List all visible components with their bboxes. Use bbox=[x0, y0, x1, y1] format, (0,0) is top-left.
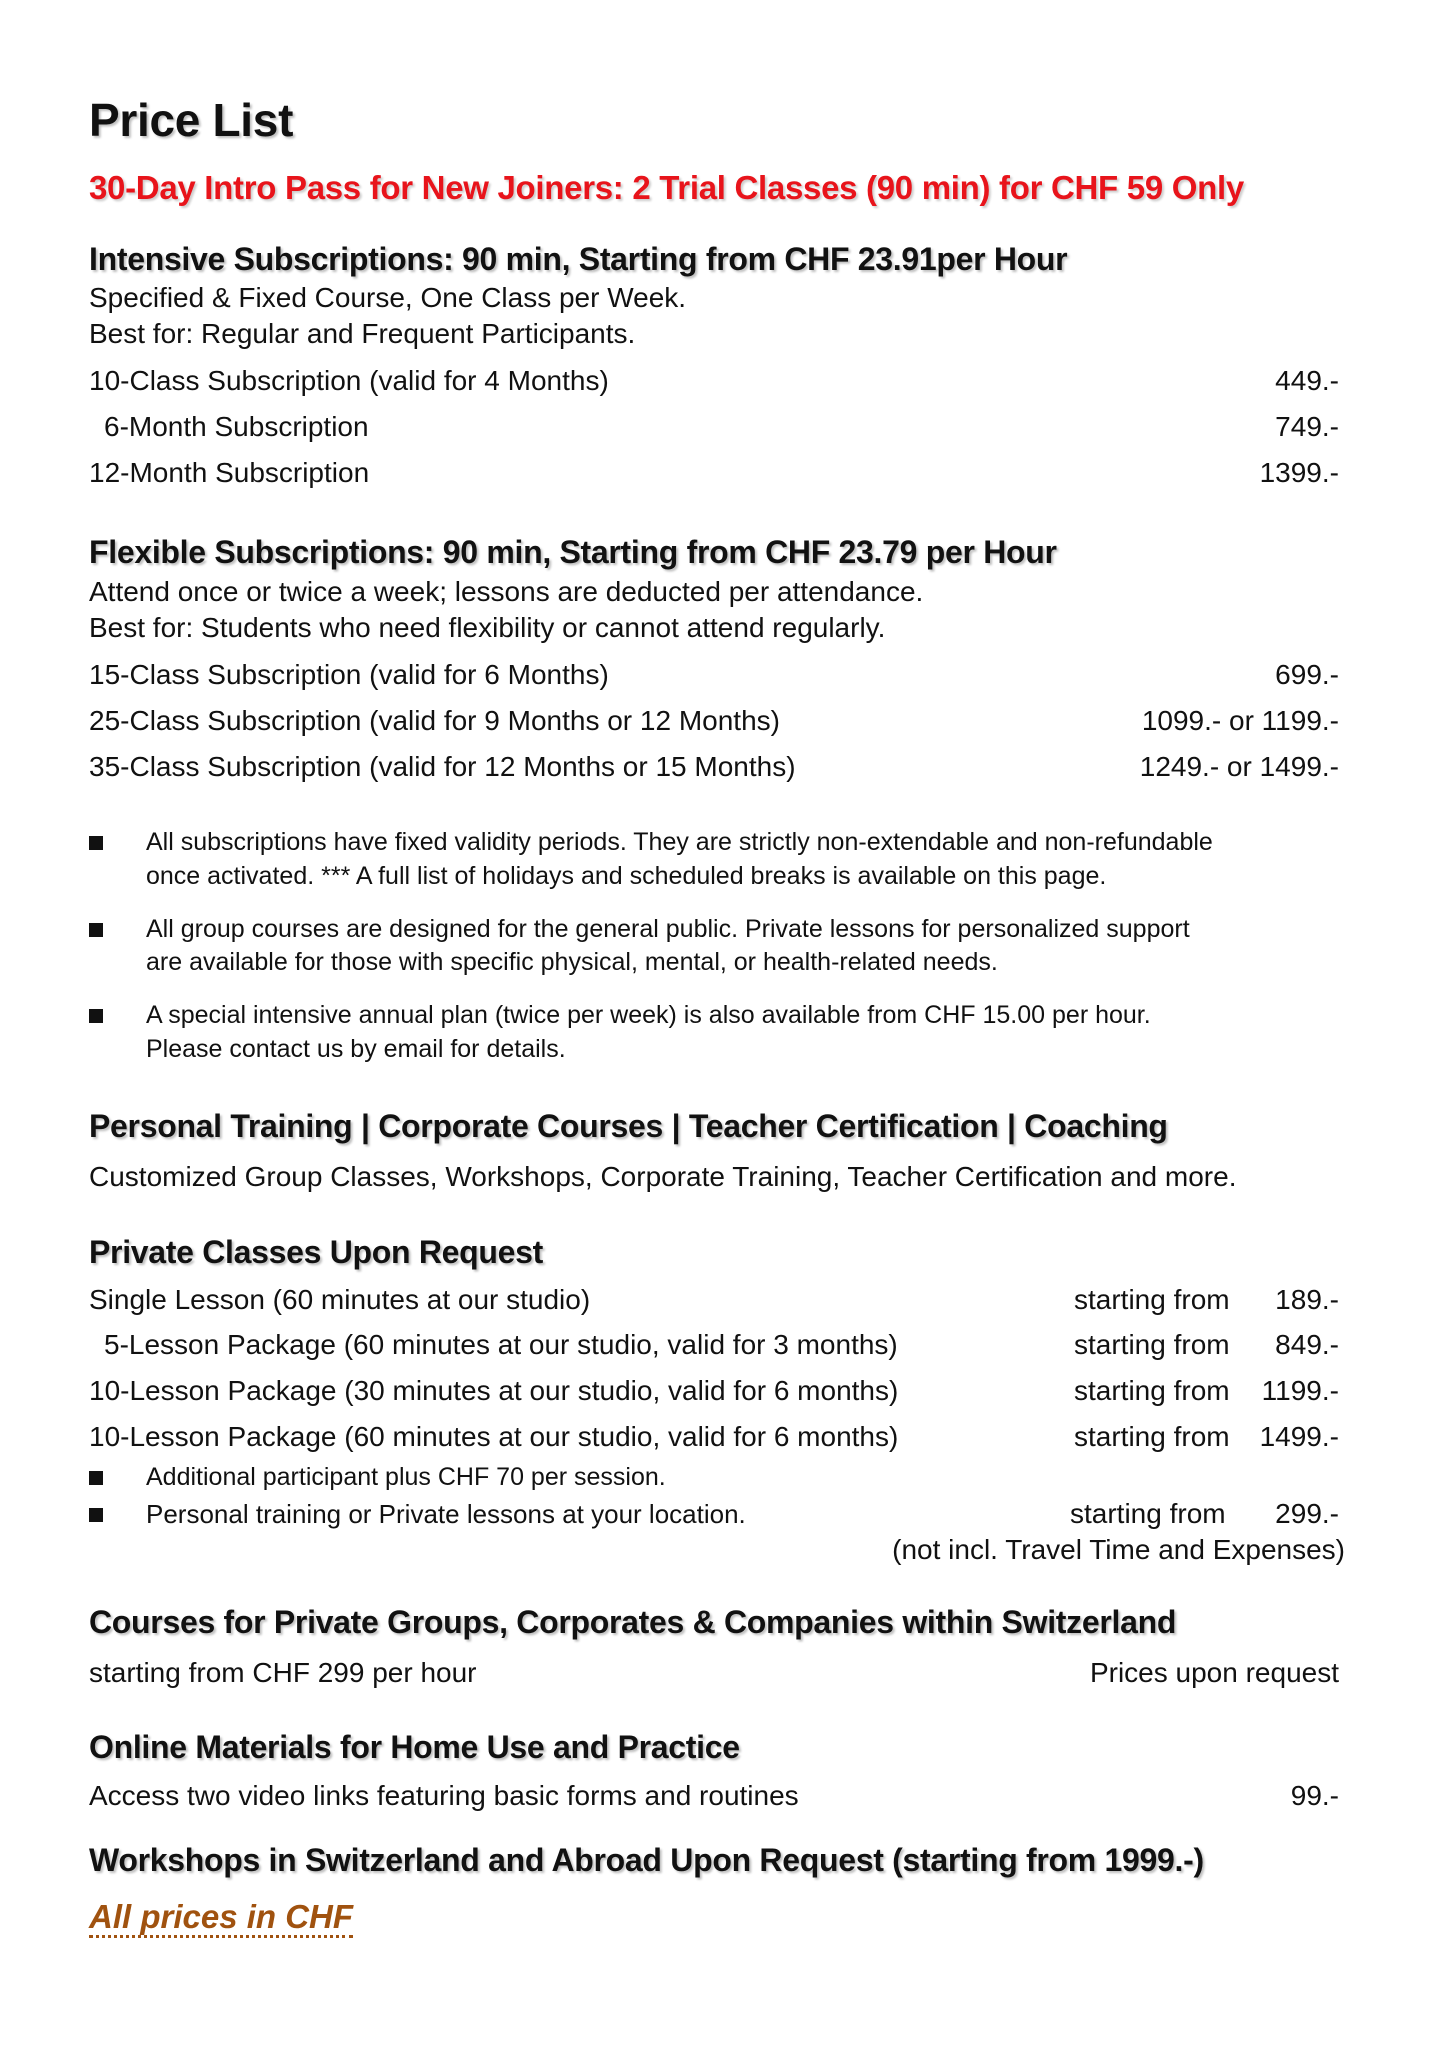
note-bullet: A special intensive annual plan (twice per week) is also available from CHF 15.00 per hour. bbox=[146, 995, 1339, 1035]
private-heading: Private Classes Upon Request bbox=[89, 1234, 543, 1270]
row-label: 10-Class Subscription (valid for 4 Months) bbox=[89, 365, 609, 396]
starting-from-label: starting from bbox=[1074, 1329, 1230, 1360]
row-label: 12-Month Subscription bbox=[89, 457, 370, 488]
intensive-heading: Intensive Subscriptions: 90 min, Starting from CHF 23.91per Hour bbox=[89, 241, 1068, 277]
row-label: 15-Class Subscription (valid for 6 Months) bbox=[89, 659, 609, 690]
row-label: 25-Class Subscription (valid for 9 Months or 12 Months) bbox=[89, 705, 780, 736]
row-label: 10-Lesson Package (30 minutes at our studio, valid for 6 months) bbox=[89, 1375, 899, 1406]
price-row bbox=[89, 361, 1339, 401]
starting-from-label: starting from bbox=[1074, 1421, 1230, 1452]
flexible-heading: Flexible Subscriptions: 90 min, Starting from CHF 23.79 per Hour bbox=[89, 534, 1057, 570]
row-price: Prices upon request bbox=[1089, 1657, 1339, 1688]
promo-heading: 30-Day Intro Pass for New Joiners: 2 Trial Classes (90 min) for CHF 59 Only bbox=[89, 169, 1244, 206]
row-label: Access two video links featuring basic forms and routines bbox=[89, 1780, 799, 1811]
row-label: 35-Class Subscription (valid for 12 Months or 15 Months) bbox=[89, 751, 796, 782]
price-row bbox=[89, 453, 1339, 493]
online-heading: Online Materials for Home Use and Practice bbox=[89, 1729, 740, 1765]
row-label: 5-Lesson Package (60 minutes at our studio, valid for 3 months) bbox=[104, 1329, 898, 1360]
row-price: 299.- bbox=[1275, 1498, 1339, 1529]
row-price: 1099.- or 1199.- bbox=[1141, 705, 1339, 736]
row-price: 1249.- or 1499.- bbox=[1139, 751, 1339, 782]
all-prices-link[interactable] bbox=[89, 1897, 1339, 1937]
all-prices-link-text[interactable]: All prices in CHF bbox=[89, 1898, 353, 1938]
row-price: 189.- bbox=[1275, 1284, 1339, 1315]
workshops-heading: Workshops in Switzerland and Abroad Upon Request (starting from 1999.-) bbox=[89, 1842, 1204, 1878]
intensive-best-for: Best for: Regular and Frequent Participants. bbox=[89, 318, 636, 349]
row-label: Personal training or Private lessons at your location. bbox=[146, 1499, 746, 1529]
price-row bbox=[89, 1776, 1339, 1816]
row-price: 1499.- bbox=[1259, 1421, 1339, 1452]
groups-heading: Courses for Private Groups, Corporates & Companies within Switzerland bbox=[89, 1604, 1177, 1640]
row-label: 6-Month Subscription bbox=[104, 411, 369, 442]
row-label: starting from CHF 299 per hour bbox=[89, 1657, 477, 1688]
row-price: 1199.- bbox=[1261, 1375, 1339, 1406]
row-price: 99.- bbox=[1290, 1780, 1339, 1811]
note-bullet-cont: Please contact us by email for details. bbox=[146, 1035, 566, 1063]
row-price: 749.- bbox=[1275, 411, 1339, 442]
private-bullet bbox=[146, 1494, 1339, 1534]
price-row bbox=[89, 747, 1339, 787]
starting-from-label: starting from bbox=[1074, 1284, 1230, 1315]
price-row bbox=[89, 1371, 1339, 1411]
starting-from-label: starting from bbox=[1074, 1375, 1230, 1406]
flexible-best-for: Best for: Students who need flexibility or cannot attend regularly. bbox=[89, 612, 886, 643]
price-row bbox=[89, 1280, 1339, 1320]
note-bullet: All group courses are designed for the general public. Private lessons for personalized support bbox=[146, 909, 1339, 949]
row-label: Single Lesson (60 minutes at our studio) bbox=[89, 1284, 591, 1315]
price-row bbox=[89, 1653, 1339, 1693]
row-price: 849.- bbox=[1275, 1329, 1339, 1360]
note-bullet-cont: are available for those with specific physical, mental, or health-related needs. bbox=[146, 948, 998, 976]
price-row bbox=[89, 701, 1339, 741]
travel-note: (not incl. Travel Time and Expenses) bbox=[892, 1534, 1345, 1565]
intensive-desc: Specified & Fixed Course, One Class per Week. bbox=[89, 282, 687, 313]
price-row bbox=[89, 1325, 1339, 1365]
starting-from-label: starting from bbox=[1070, 1498, 1226, 1529]
flexible-desc: Attend once or twice a week; lessons are deducted per attendance. bbox=[89, 576, 924, 607]
row-price: 449.- bbox=[1275, 365, 1339, 396]
private-bullet: Additional participant plus CHF 70 per session. bbox=[146, 1457, 1339, 1497]
row-price: 1399.- bbox=[1259, 457, 1339, 488]
price-row bbox=[89, 407, 1339, 447]
row-price: 699.- bbox=[1275, 659, 1339, 690]
row-label: 10-Lesson Package (60 minutes at our studio, valid for 6 months) bbox=[89, 1421, 899, 1452]
page-title: Price List bbox=[89, 94, 294, 146]
note-bullet: All subscriptions have fixed validity periods. They are strictly non-extendable and non-refundable bbox=[146, 822, 1339, 862]
services-heading: Personal Training | Corporate Courses | Teacher Certification | Coaching bbox=[89, 1108, 1168, 1144]
note-bullet-cont: once activated. *** A full list of holidays and scheduled breaks is available on this page. bbox=[146, 862, 1107, 890]
services-desc: Customized Group Classes, Workshops, Corporate Training, Teacher Certification and more. bbox=[89, 1161, 1237, 1192]
price-row bbox=[89, 1417, 1339, 1457]
price-row bbox=[89, 655, 1339, 695]
